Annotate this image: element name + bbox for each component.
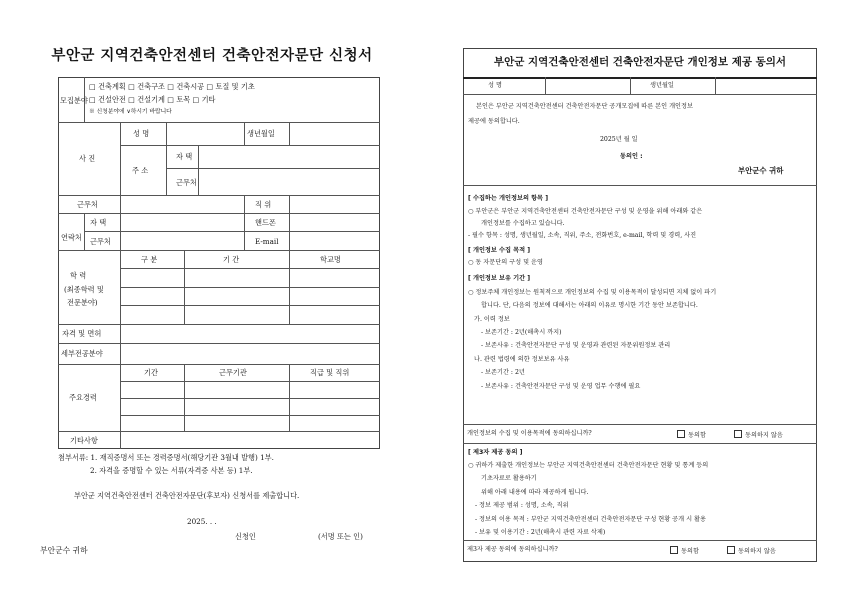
section-retention-line-1: ○ 정보주체 개인정보는 원칙적으로 개인정보의 수집 및 이용목적이 달성되면 지체 없이 파기 <box>468 289 717 296</box>
name-label: 성 명 <box>133 129 150 138</box>
edu-col-period: 기 간 <box>223 255 240 264</box>
consent-birth-input[interactable] <box>717 79 815 93</box>
education-label: 학 력 <box>70 271 87 280</box>
recipient-label: 부안군수 귀하 <box>40 546 88 555</box>
etc-label: 기타사항 <box>70 436 98 445</box>
career-col-rank: 직급 및 직위 <box>310 368 350 377</box>
consent-name-label: 성 명 <box>488 82 502 89</box>
section-third-party-line-4: - 정보 제공 범위 : 성명, 소속, 직위 <box>475 502 569 509</box>
career-col-period: 기간 <box>144 368 158 377</box>
mobile-label: 핸드폰 <box>255 218 276 227</box>
section-third-party-line-1: ○ 귀하가 제출한 개인정보는 부안군 지역건축안전센터 건축안전자문단 현황 및 통계 등의 <box>468 462 709 469</box>
consent-name-input[interactable] <box>547 79 628 93</box>
position-input[interactable] <box>291 197 379 212</box>
field-label: 모집분야 <box>60 96 88 105</box>
work-phone-input[interactable] <box>122 233 242 248</box>
workplace-label: 근무처 <box>77 200 98 209</box>
career-col-org: 근무기관 <box>219 368 247 377</box>
disagree-checkbox[interactable] <box>727 546 735 554</box>
application-form-title: 부안군 지역건축안전센터 건축안전자문단 신청서 <box>51 47 373 64</box>
mobile-input[interactable] <box>291 215 379 230</box>
email-label: E-mail <box>255 237 279 246</box>
disagree-checkbox[interactable] <box>734 430 742 438</box>
specialty-input[interactable] <box>122 345 378 362</box>
section-retention-line-3: 가. 이력 정보 <box>474 316 510 323</box>
agree-checkbox[interactable] <box>670 546 678 554</box>
submit-statement: 부안군 지역건축안전센터 건축안전자문단(후보자) 신청서를 제출합니다. <box>74 491 300 500</box>
section-collected-items-line-1: ○ 부안군은 부안군 지역건축안전센터 건축안전자문단 구성 및 운영을 위해 아래와 같은 <box>468 208 703 215</box>
position-label: 직 위 <box>255 200 272 209</box>
section-retention-title: [ 개인정보 보유 기간 ] <box>468 275 531 282</box>
birth-input[interactable] <box>291 124 379 143</box>
consent-statement-2: 제공에 동의합니다. <box>468 118 520 125</box>
section-retention-line-5: - 보존사유 : 건축안전자문단 구성 및 운영과 관련된 자문위원정보 관리 <box>481 342 671 349</box>
edu-col-type: 구 분 <box>141 255 158 264</box>
field-note: ※ 신청분야에 ∨하시기 바랍니다 <box>89 109 172 115</box>
consent-form-title: 부안군 지역건축안전센터 건축안전자문단 개인정보 제공 동의서 <box>493 56 787 68</box>
third-party-agree-option[interactable]: 동의함 <box>670 546 699 555</box>
section-collected-items-title: [ 수집하는 개인정보의 항목 ] <box>468 195 549 202</box>
collection-disagree-option[interactable]: 동의하지 않음 <box>734 430 783 439</box>
section-third-party-line-6: - 보유 및 이용기간 : 2년(해촉시 관련 자료 삭제) <box>475 529 606 536</box>
home-address-input[interactable] <box>200 147 378 166</box>
contact-work-label: 근무처 <box>90 237 111 246</box>
section-third-party-line-5: - 정보의 이용 목적 : 부안군 지역건축안전센터 건축안전자문단 구성 현황 공개 시 활용 <box>475 516 706 523</box>
agree-checkbox[interactable] <box>677 430 685 438</box>
section-retention-line-4: - 보존기간 : 2년(해촉시 까지) <box>481 329 562 336</box>
photo-label: 사 진 <box>79 154 96 163</box>
consent-birth-label: 생년월일 <box>650 82 674 89</box>
collection-agree-option[interactable]: 동의함 <box>677 430 706 439</box>
section-third-party-line-3: 위해 아래 내용에 따라 제공하게 됩니다. <box>481 489 589 496</box>
name-input[interactable] <box>168 124 242 143</box>
career-label: 주요경력 <box>69 393 97 402</box>
education-label-2: (최종학력 및 <box>64 285 104 294</box>
signature-label: (서명 또는 인) <box>318 532 363 541</box>
section-retention-line-8: - 보존사유 : 건축안전자문단 구성 및 운영 업무 수행에 필요 <box>481 383 641 390</box>
attachment-line-1: 첨부서류: 1. 재직증명서 또는 경력증명서(해당기관 3월내 발행) 1부. <box>58 453 274 462</box>
work-address-input[interactable] <box>200 170 378 193</box>
section-retention-line-7: - 보존기간 : 2년 <box>481 369 525 376</box>
section-purpose-line-1: ○ 동 자문단의 구성 및 운영 <box>468 259 544 266</box>
section-retention-line-6: 나. 관련 법령에 의한 정보보유 사유 <box>474 356 570 363</box>
section-collected-items-line-3: - 필수 항목 : 성명, 생년월일, 소속, 직위, 주소, 전화번호, e-mail, 학력 및 경력, 사진 <box>468 232 697 239</box>
application-date: 2025. . . <box>187 517 217 526</box>
home-phone-input[interactable] <box>122 215 242 230</box>
education-label-3: 전문분야) <box>67 298 98 307</box>
contact-label: 연락처 <box>61 233 82 242</box>
specialty-label: 세부전공분야 <box>61 349 103 358</box>
work-address-label: 근무처 <box>176 178 197 187</box>
license-input[interactable] <box>122 326 378 341</box>
birth-label: 생년월일 <box>247 129 275 138</box>
consent-statement-1: 본인은 부안군 지역건축안전센터 건축안전자문단 공개모집에 따른 본인 개인정보 <box>476 103 693 110</box>
section-third-party-line-2: 기초자료로 활용하기 <box>481 475 537 482</box>
question-third-party-consent: 제3자 제공 동의에 동의하십니까? <box>467 546 558 553</box>
section-retention-line-2: 합니다. 단, 다음의 정보에 대해서는 아래의 이유로 명시한 기간 동안 보존합니다. <box>481 302 698 309</box>
license-label: 자격 및 면허 <box>62 329 102 338</box>
etc-input[interactable] <box>122 433 378 447</box>
third-party-disagree-option[interactable]: 동의하지 않음 <box>727 546 776 555</box>
consent-recipient: 부안군수 귀하 <box>738 166 784 175</box>
contact-home-label: 자 택 <box>90 218 107 227</box>
question-collection-consent: 개인정보의 수집 및 이용목적에 동의하십니까? <box>467 430 592 437</box>
field-options-row2[interactable]: □ 건설안전 □ 건설기계 □ 토목 □ 기타 <box>89 95 216 104</box>
section-collected-items-line-2: 개인정보를 수집하고 있습니다. <box>481 220 565 227</box>
applicant-label: 신청인 <box>235 532 256 541</box>
agreer-label: 동의인 : <box>620 153 643 160</box>
email-input[interactable] <box>291 233 379 248</box>
attachment-line-2: 2. 자격을 증명할 수 있는 서류(자격증 사본 등) 1부. <box>90 466 253 475</box>
edu-col-school: 학교명 <box>320 255 341 264</box>
address-label: 주 소 <box>132 166 149 175</box>
field-options-row1[interactable]: □ 건축계획 □ 건축구조 □ 건축시공 □ 토질 및 기초 <box>89 82 255 91</box>
consent-date: 2025년 월 일 <box>600 136 638 143</box>
workplace-input[interactable] <box>122 197 242 212</box>
section-purpose-title: [ 개인정보 수집 목적 ] <box>468 247 531 254</box>
section-third-party-title: [ 제3자 제공 동의 ] <box>468 449 523 456</box>
home-address-label: 자 택 <box>176 152 193 161</box>
